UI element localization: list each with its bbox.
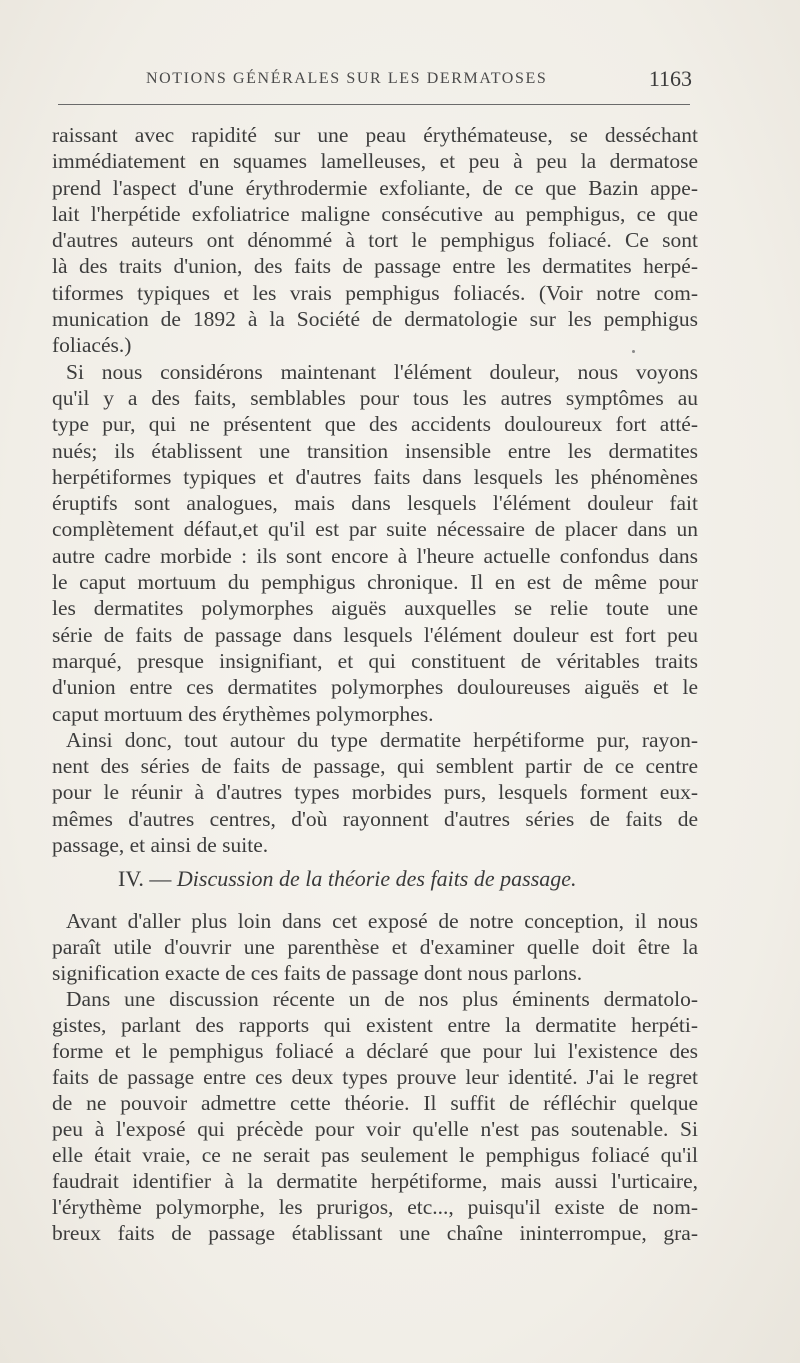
page-number: 1163 <box>648 66 692 91</box>
text-line: marqué, presque insignifiant, et qui constituent de véritables traits <box>52 648 698 673</box>
body-text-part-2 <box>52 908 698 1246</box>
text-line: autre cadre morbide : ils sont encore à l'heure actuelle confondus dans <box>52 543 698 568</box>
text-line: faudrait identifier à la dermatite herpétiforme, mais aussi l'urticaire, <box>52 1169 698 1193</box>
text-line: paraît utile d'ouvrir une parenthèse et d'examiner quelle doit être la <box>52 935 698 959</box>
text-line: là des traits d'union, des faits de passage entre les dermatites herpé- <box>52 254 698 279</box>
text-line: immédiatement en squames lamelleuses, et peu à peu la dermatose <box>52 149 698 174</box>
text-line: passage, et ainsi de suite. <box>52 833 269 858</box>
text-line: raissant avec rapidité sur une peau érythémateuse, se desséchant <box>52 123 698 147</box>
text-line: faits de passage entre ces deux types prouve leur identité. J'ai le regret <box>52 1065 698 1089</box>
section-heading <box>118 866 577 892</box>
text-line: série de faits de passage dans lesquels l'élément douleur est fort peu <box>52 622 698 647</box>
page-header <box>58 66 698 96</box>
text-line: Avant d'aller plus loin dans cet exposé de notre conception, il nous <box>66 909 698 933</box>
text-line: d'union entre ces dermatites polymorphes douloureuses aiguës et le <box>52 675 698 700</box>
running-title: NOTIONS GÉNÉRALES SUR LES DERMATOSES <box>146 70 548 87</box>
paper-speck <box>632 350 635 353</box>
text-line: l'érythème polymorphe, les prurigos, etc..., puisqu'il existe de nom- <box>52 1195 698 1219</box>
text-line: éruptifs sont analogues, mais dans lesquels l'élément douleur fait <box>52 491 698 516</box>
text-line: tiformes typiques et les vrais pemphigus foliacés. (Voir notre com- <box>52 280 698 305</box>
text-line: de ne pouvoir admettre cette théorie. Il suffit de réfléchir quelque <box>52 1091 698 1115</box>
text-line: complètement défaut,et qu'il est par suite nécessaire de placer dans un <box>52 517 698 542</box>
text-line: signification exacte de ces faits de passage dont nous parlons. <box>52 961 583 985</box>
text-line: qu'il y a des faits, semblables pour tous les autres symptômes au <box>52 385 698 410</box>
text-line: mêmes d'autres centres, d'où rayonnent d'autres séries de faits de <box>52 806 698 831</box>
text-line: munication de 1892 à la Société de dermatologie sur les pemphigus <box>52 307 698 332</box>
text-line: type pur, qui ne présentent que des accidents douloureux fort atté- <box>52 412 698 437</box>
text-line: Si nous considérons maintenant l'élément douleur, nous voyons <box>66 359 698 384</box>
text-line: herpétiformes typiques et d'autres faits dans lesquels les phénomènes <box>52 464 698 489</box>
text-line: Dans une discussion récente un de nos plus éminents dermatolo- <box>66 987 698 1011</box>
text-line: les dermatites polymorphes aiguës auxquelles se relie toute une <box>52 596 698 621</box>
section-number: IV. — <box>118 866 172 891</box>
header-divider <box>58 104 690 105</box>
text-line: prend l'aspect d'une érythrodermie exfoliante, de ce que Bazin appe- <box>52 175 698 200</box>
text-line: lait l'herpétide exfoliatrice maligne consécutive au pemphigus, ce que <box>52 201 698 226</box>
text-line: forme et le pemphigus foliacé a déclaré que pour lui l'existence des <box>52 1039 698 1063</box>
text-line: le caput mortuum du pemphigus chronique. Il en est de même pour <box>52 570 698 595</box>
text-line: Ainsi donc, tout autour du type dermatite herpétiforme pur, rayon- <box>66 727 698 752</box>
text-line: nent des séries de faits de passage, qui semblent partir de ce centre <box>52 754 698 779</box>
text-line: elle était vraie, ce ne serait pas seulement le pemphigus foliacé qu'il <box>52 1143 698 1167</box>
text-line: pour le réunir à d'autres types morbides purs, lesquels forment eux- <box>52 780 698 805</box>
text-line: peu à l'exposé qui précède pour voir qu'elle n'est pas soutenable. Si <box>52 1117 698 1141</box>
text-line: foliacés.) <box>52 333 132 358</box>
body-text-part-1 <box>52 122 698 858</box>
text-line: gistes, parlant des rapports qui existent entre la dermatite herpéti- <box>52 1013 698 1037</box>
text-line: nués; ils établissent une transition insensible entre les dermatites <box>52 438 698 463</box>
text-line: breux faits de passage établissant une chaîne ininterrompue, gra- <box>52 1221 698 1245</box>
section-title: Discussion de la théorie des faits de passage. <box>176 866 577 891</box>
text-line: caput mortuum des érythèmes polymorphes. <box>52 701 434 726</box>
text-line: d'autres auteurs ont dénommé à tort le pemphigus foliacé. Ce sont <box>52 228 698 253</box>
